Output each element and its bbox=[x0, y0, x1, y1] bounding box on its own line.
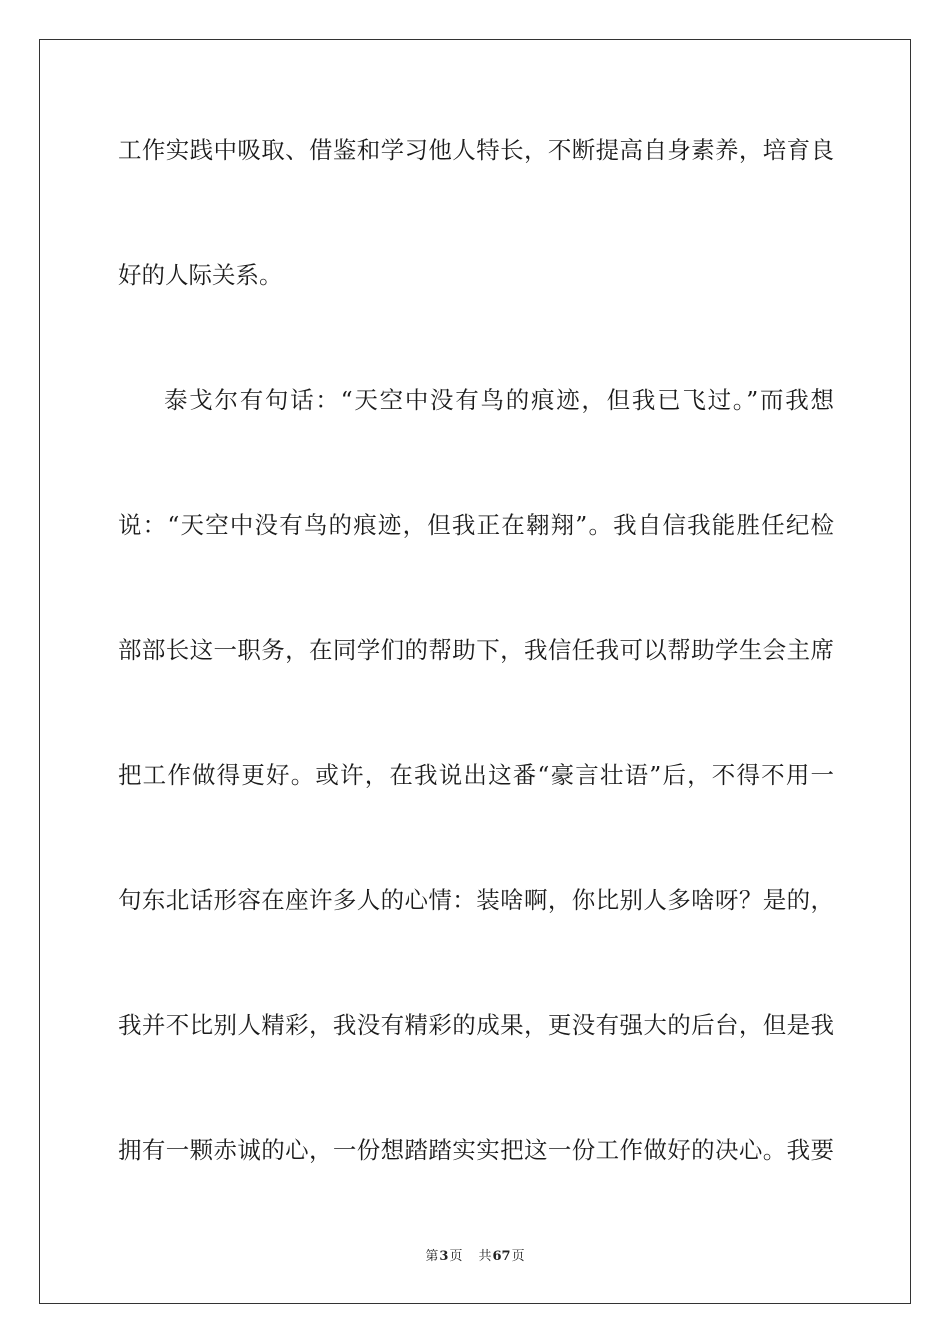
page-suffix: 页 bbox=[449, 1249, 463, 1264]
text-line: 拥有一颗赤诚的心，一份想踏踏实实把这一份工作做好的决心。我要 bbox=[118, 1136, 834, 1164]
text-line: 泰戈尔有句话：“天空中没有鸟的痕迹，但我已飞过。”而我想 bbox=[164, 386, 834, 414]
text-line: 说：“天空中没有鸟的痕迹，但我正在翱翔”。我自信我能胜任纪检 bbox=[118, 511, 834, 539]
text-line: 我并不比别人精彩，我没有精彩的成果，更没有强大的后台，但是我 bbox=[118, 1011, 834, 1039]
text-line: 把工作做得更好。或许，在我说出这番“豪言壮语”后，不得不用一 bbox=[118, 761, 834, 789]
total-suffix: 页 bbox=[511, 1249, 525, 1264]
page-prefix: 第 bbox=[425, 1249, 439, 1264]
page-frame bbox=[39, 39, 911, 1304]
page-footer bbox=[0, 1248, 950, 1266]
text-line: 工作实践中吸取、借鉴和学习他人特长，不断提高自身素养，培育良 bbox=[118, 136, 834, 164]
text-line: 好的人际关系。 bbox=[118, 261, 283, 289]
total-pages: 67 bbox=[492, 1249, 511, 1264]
text-line: 部部长这一职务，在同学们的帮助下，我信任我可以帮助学生会主席 bbox=[118, 636, 834, 664]
text-line: 句东北话形容在座许多人的心情：装啥啊，你比别人多啥呀？是的， bbox=[118, 886, 834, 914]
page-number: 3 bbox=[439, 1249, 449, 1264]
total-prefix: 共 bbox=[478, 1249, 492, 1264]
